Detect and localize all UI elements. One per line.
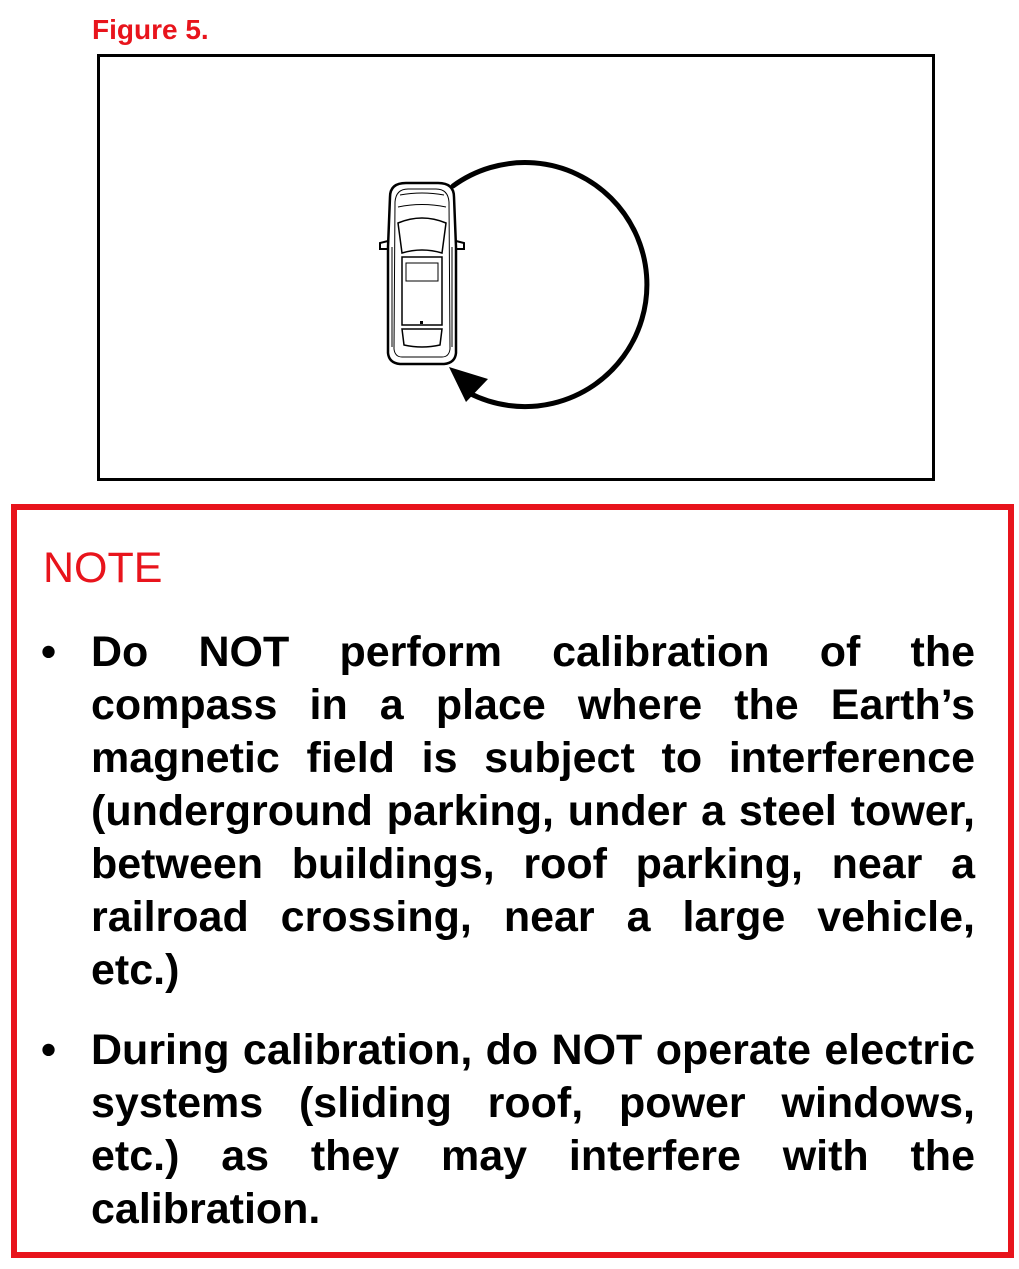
- note-box: [11, 504, 1014, 1258]
- car-top-view-icon: [380, 183, 464, 364]
- note-bullet-2: [41, 1024, 975, 1236]
- note-title: NOTE: [43, 544, 163, 592]
- diagram-canvas: [100, 57, 932, 478]
- figure-diagram: [97, 54, 935, 481]
- bullet-icon: •: [41, 628, 57, 676]
- note-bullet-text: During calibration, do NOT operate electric systems (sliding roof, power windows, etc.) as they may interfere with the calibration.: [91, 1026, 975, 1233]
- bullet-icon: •: [41, 1026, 57, 1074]
- note-bullet-text: Do NOT perform calibration of the compass in a place where the Earth’s magnetic field is subject to interference (underground parking, under a steel tower, between buildings, roof parking, near a railroad crossing, near a large vehicle, etc.): [91, 628, 975, 994]
- figure-label: Figure 5.: [92, 14, 209, 45]
- circular-arrow-icon: [449, 163, 647, 407]
- note-bullet-1: [41, 626, 975, 997]
- arrow-arc: [453, 163, 647, 407]
